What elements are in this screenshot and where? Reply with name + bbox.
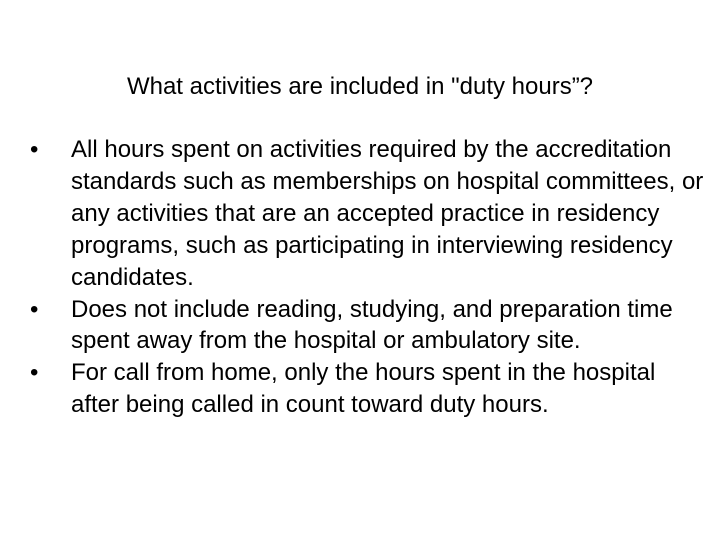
- bullet-icon: •: [30, 295, 39, 323]
- bullet-icon: •: [30, 359, 39, 387]
- list-item: [30, 294, 706, 358]
- bullet-icon: •: [30, 136, 39, 163]
- bullet-text: Does not include reading, studying, and preparation time spent away from the hospital or ambulatory site.: [71, 295, 673, 355]
- slide-title: What activities are included in "duty hours”?: [126, 73, 594, 100]
- list-item: [30, 357, 706, 421]
- bullet-text: All hours spent on activities required by the accreditation standards such as memberships on hospital committees, or any activities that are an accepted practice in residency programs, such as participating in interviewing residency candidates.: [71, 136, 704, 291]
- bullet-list: [30, 134, 706, 421]
- list-item: [30, 134, 706, 294]
- bullet-text: For call from home, only the hours spent in the hospital after being called in count toward duty hours.: [71, 359, 656, 419]
